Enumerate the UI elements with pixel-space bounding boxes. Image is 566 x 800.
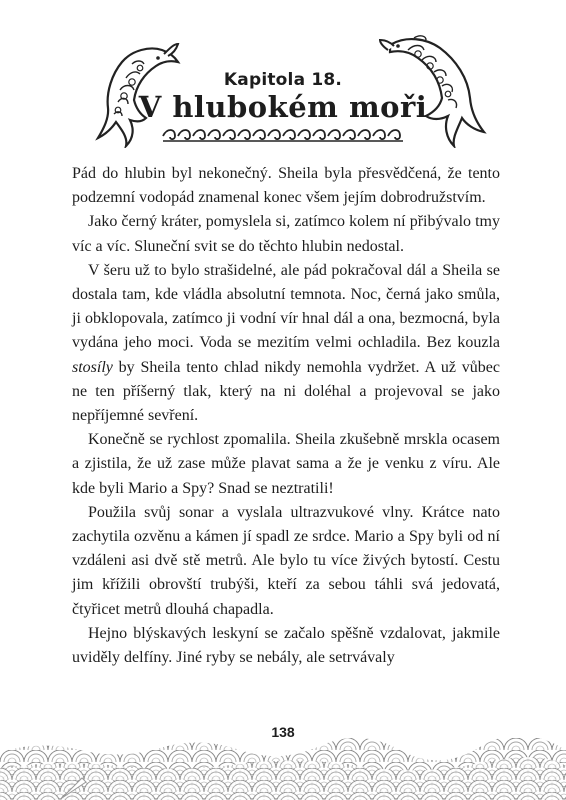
chapter-title: V hlubokém moři: [138, 90, 428, 124]
paragraph: Hejno blýskavých leskyní se začalo spěšně vzdalovat, jakmile uviděly delfíny. Jiné ryby se nebály, ale setrvávaly: [72, 624, 500, 667]
paragraph-text: V šeru už to bylo strašidelné, ale pád pokračoval dál a Sheila se dostala tam, kde vládla absolutní temnota. Noc, černá jako smůla, ji obklopovala, zatímco ji vodní vír hnal dál a ona, bezmocná, byla vydána jeho moci. Voda se mezitím velmi ochladila. Bez kouzla: [72, 261, 500, 352]
paragraph: Pád do hlubin byl nekonečný. Sheila byla přesvědčená, že tento podzemní vodopád znamenal konec všem jejím dobrodružstvím.: [72, 165, 500, 207]
paragraph: Jako černý kráter, pomyslela si, zatímco kolem ní přibývalo tmy víc a víc. Sluneční svit se do těchto hlubin nedostal.: [72, 213, 500, 255]
paragraph-text: by Sheila tento chlad nikdy nemohla vydržet. A už vůbec ne ten příšerný tlak, který na ni doléhal a projevoval se jako nepříjemné sevření.: [72, 358, 500, 425]
paragraph: Konečně se rychlost zpomalila. Sheila zkušebně mrskla ocasem a zjistila, že už zase může plavat sama a že je venku z víru. Ale kde byli Mario a Spy? Snad se neztratili!: [72, 431, 500, 497]
page-number: 138: [271, 724, 295, 740]
ocean-waves-decoration: [0, 738, 566, 800]
chapter-label: Kapitola 18.: [223, 70, 343, 90]
chapter-header: [0, 0, 566, 160]
paragraph: [72, 259, 500, 428]
paragraph: Použila svůj sonar a vyslala ultrazvukové vlny. Krátce nato zachytila ozvěnu a kámen jí spadl ze srdce. Mario a Spy byli od ní vzdáleni asi dvě stě metrů. Ale bylo tu více živých bytostí. Cestu jim křížili obrovští trubýši, kteří za sebou táhli svá jedovatá, čtyřicet metrů dlouhá chapadla.: [72, 503, 500, 618]
dolphin-icon: [378, 30, 488, 148]
wave-divider-icon: [161, 129, 405, 143]
chapter-body: [72, 162, 500, 670]
magic-term: stosíly: [72, 358, 113, 376]
